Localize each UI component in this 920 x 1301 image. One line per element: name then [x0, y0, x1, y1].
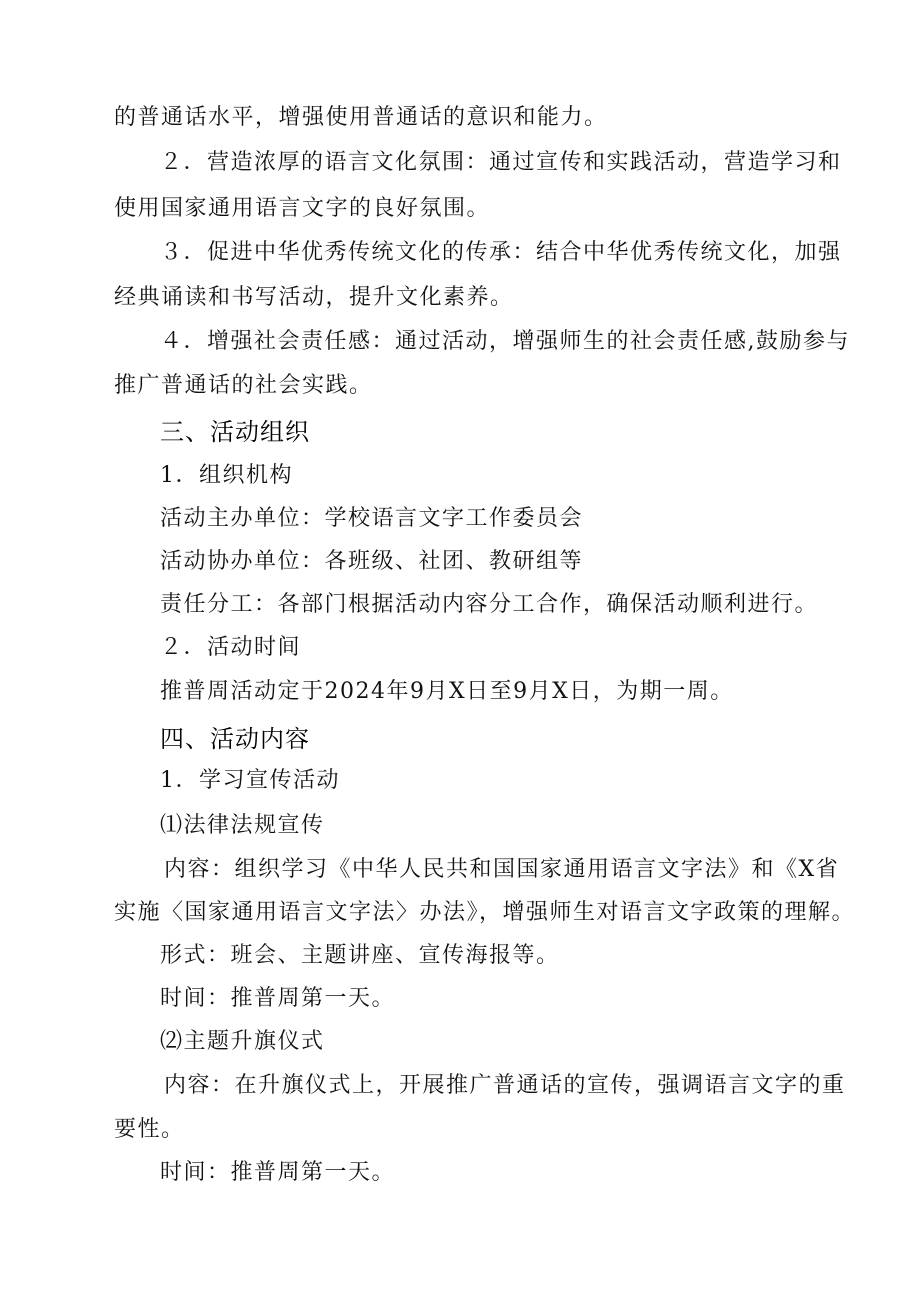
subsection-heading: 1．组织机构: [160, 463, 293, 488]
paragraph-line: 推广普通话的社会实践。: [114, 373, 373, 398]
paragraph-line: 经典诵读和书写活动，提升文化素养。: [114, 285, 514, 310]
paragraph-line: 活动协办单位：各班级、社团、教研组等: [160, 549, 584, 574]
paragraph-line: ３．促进中华优秀传统文化的传承：结合中华优秀传统文化，加强: [160, 240, 842, 265]
paragraph-line: ４．增强社会责任感：通过活动，增强师生的社会责任感,鼓励参与: [160, 329, 850, 354]
subsection-heading: 1．学习宣传活动: [160, 768, 340, 793]
paragraph-line: 时间：推普周第一天。: [160, 1160, 396, 1185]
section-heading: 三、活动组织: [160, 418, 310, 446]
paragraph-line: 内容：在升旗仪式上，开展推广普通话的宣传，强调语言文字的重: [164, 1073, 846, 1098]
paragraph-line: 推普周活动定于2024年9月X日至9月X日，为期一周。: [160, 679, 734, 704]
paragraph-line: 的普通话水平，增强使用普通话的意识和能力。: [114, 105, 608, 130]
paragraph-line: 责任分工：各部门根据活动内容分工合作，确保活动顺利进行。: [160, 592, 819, 617]
paragraph-line: ２．营造浓厚的语言文化氛围：通过宣传和实践活动，营造学习和: [160, 150, 842, 175]
paragraph-line: 要性。: [114, 1117, 185, 1142]
section-heading: 四、活动内容: [160, 725, 310, 753]
paragraph-line: 时间：推普周第一天。: [160, 986, 396, 1011]
item-heading: ⑴法律法规宣传: [160, 813, 325, 838]
subsection-heading: ２．活动时间: [160, 635, 302, 660]
paragraph-line: 实施〈国家通用语言文字法〉办法》，增强师生对语言文字政策的理解。: [114, 900, 856, 925]
paragraph-line: 内容：组织学习《中华人民共和国国家通用语言文字法》和《X省: [164, 857, 840, 882]
paragraph-line: 形式：班会、主题讲座、宣传海报等。: [160, 943, 560, 968]
paragraph-line: 活动主办单位：学校语言文字工作委员会: [160, 506, 584, 531]
item-heading: ⑵主题升旗仪式: [160, 1029, 325, 1054]
paragraph-line: 使用国家通用语言文字的良好氛围。: [114, 196, 491, 221]
